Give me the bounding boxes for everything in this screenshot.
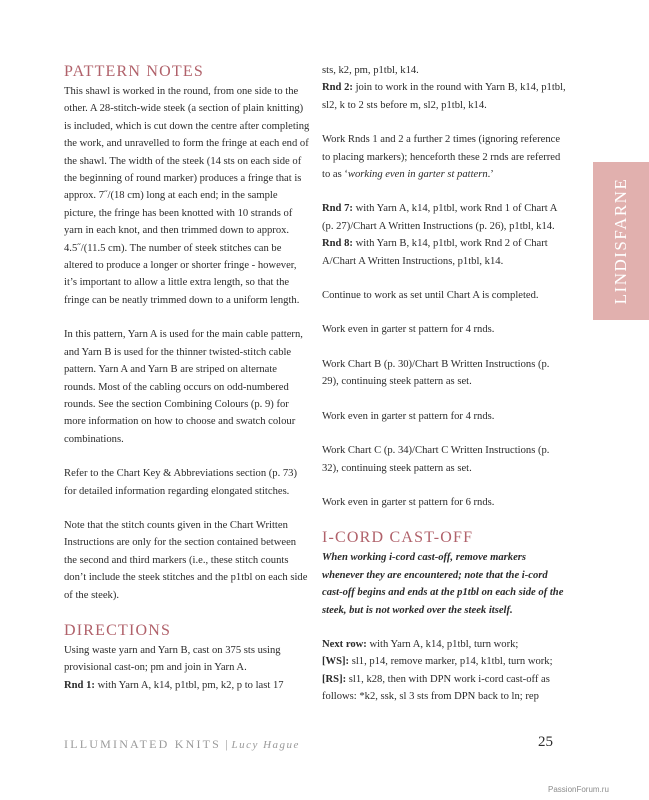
rnd-7-text: with Yarn A, k14, p1tbl, work Rnd 1 of Chart A (p. 27)/Chart A Written Instructions (p. 26), p1tbl, k14.	[322, 203, 557, 232]
repeat-rnds-end: .’	[487, 169, 494, 181]
right-column	[322, 62, 568, 706]
paragraph-rnd-1	[64, 677, 310, 694]
left-column	[64, 62, 310, 694]
paragraph-continue-chart-a: Continue to work as set until Chart A is completed.	[322, 290, 539, 302]
paragraph-cast-on: Using waste yarn and Yarn B, cast on 375 sts using provisional cast-on; pm and join in Yarn A.	[64, 644, 281, 674]
page-number: 25	[538, 734, 553, 750]
paragraph-icord-note: When working i-cord cast-off, remove markers whenever they are encountered; note that the i-cord cast-off begins and ends at the p1tbl on each side of the steek, but is not worked over the steek itself.	[322, 552, 564, 616]
paragraph-next-row	[322, 636, 568, 653]
paragraph-rnd-1-cont: sts, k2, pm, p1tbl, k14.	[322, 65, 419, 76]
rnd-1-text: with Yarn A, k14, p1tbl, pm, k2, p to last 17	[94, 679, 284, 691]
paragraph-rnd-2	[322, 79, 568, 114]
rnd-2-label: Rnd 2:	[322, 82, 353, 94]
footer-book-title	[64, 737, 300, 752]
rnd-8-text: with Yarn B, k14, p1tbl, work Rnd 2 of Chart A/Chart A Written Instructions, p1tbl, k14.	[322, 238, 548, 267]
paragraph-ws-row	[322, 653, 568, 670]
paragraph-chart-c: Work Chart C (p. 34)/Chart C Written Instructions (p. 32), continuing steek pattern as set.	[322, 445, 550, 474]
paragraph-chart-key-ref: Refer to the Chart Key & Abbreviations section (p. 73) for detailed information regarding elongated stitches.	[64, 468, 298, 497]
paragraph-garter-4-a: Work even in garter st pattern for 4 rnds.	[322, 324, 495, 336]
rs-label: [RS]:	[322, 673, 347, 685]
paragraph-chart-b: Work Chart B (p. 30)/Chart B Written Instructions (p. 29), continuing steek pattern as set.	[322, 358, 550, 388]
paragraph-steek-intro: This shawl is worked in the round, from one side to the other. A 28-stitch-wide steek (a section of plain knitting) is included, which is cut down the centre after completing the work, and unravelled to form the fringe at each end of the shawl. The width of the steek (14 sts on each side of the beginning of round marker) produces a fringe that is approx. 7˝/(18 cm) long at each end; in the sample picture, the fringe has been knotted with 10 strands of yarn in each knot, and then trimmed down to approx. 4.5˝/(11.5 cm). The number of steek stitches can be altered to produce a longer or shorter fringe - however, it’s important to allow a little extra length, so that the fringe can be neatly trimmed down to a uniform length.	[64, 86, 310, 306]
footer-separator: |	[225, 737, 228, 751]
rnd-2-text: join to work in the round with Yarn B, k14, p1tbl, sl2, k to 2 sts before m, sl2, p1tbl, k14.	[322, 82, 566, 111]
next-row-label: Next row:	[322, 638, 367, 650]
rs-text: sl1, k28, then with DPN work i-cord cast-off as follows: *k2, ssk, sl 3 sts from DPN back to ln; rep	[322, 673, 550, 703]
rnd-1-label: Rnd 1:	[64, 679, 95, 691]
paragraph-yarn-usage: In this pattern, Yarn A is used for the main cable pattern, and Yarn B is used for the thinner twisted-stitch cable pattern. Yarn A and Yarn B are striped on alternate rounds. Most of the cabling occurs on odd-numbered rounds. See the section Combining Colours (p. 9) for more information on how to choose and swatch colour combinations.	[64, 329, 303, 445]
repeat-rnds-italic: working even in garter st pattern	[347, 169, 488, 181]
paragraph-rs-row	[322, 671, 568, 706]
next-row-text: with Yarn A, k14, p1tbl, turn work;	[366, 638, 519, 650]
rnd-8-label: Rnd 8:	[322, 238, 353, 250]
rnd-7-label: Rnd 7:	[322, 203, 353, 215]
paragraph-garter-6: Work even in garter st pattern for 6 rnds.	[322, 496, 495, 508]
side-tab-label: LINDISFARNE	[611, 177, 630, 305]
footer-title-text: ILLUMINATED KNITS	[64, 737, 222, 751]
paragraph-repeat-rnds	[322, 131, 568, 183]
icord-heading: I-CORD CAST-OFF	[322, 529, 474, 547]
paragraph-rnd-7	[322, 200, 568, 235]
watermark-text: PassionForum.ru	[548, 785, 609, 794]
ws-text: sl1, p14, remove marker, p14, k1tbl, turn work;	[349, 656, 553, 668]
section-side-tab	[593, 162, 649, 320]
pattern-notes-heading: PATTERN NOTES	[64, 63, 204, 80]
repeat-rnds-text: Work Rnds 1 and 2 a further 2 times (ignoring reference to placing markers); henceforth these 2 rnds are referred to as ‘	[322, 134, 561, 181]
paragraph-rnd-8	[322, 235, 568, 270]
paragraph-garter-4-b: Work even in garter st pattern for 4 rnds.	[322, 410, 495, 422]
paragraph-stitch-counts: Note that the stitch counts given in the Chart Written Instructions are only for the section contained between the second and third markers (i.e., these stitch counts don’t include the steek stitches and the p1tbl on each side of the steek).	[64, 519, 308, 601]
footer-author: Lucy Hague	[231, 739, 300, 751]
ws-label: [WS]:	[322, 656, 350, 668]
directions-heading: DIRECTIONS	[64, 621, 172, 639]
